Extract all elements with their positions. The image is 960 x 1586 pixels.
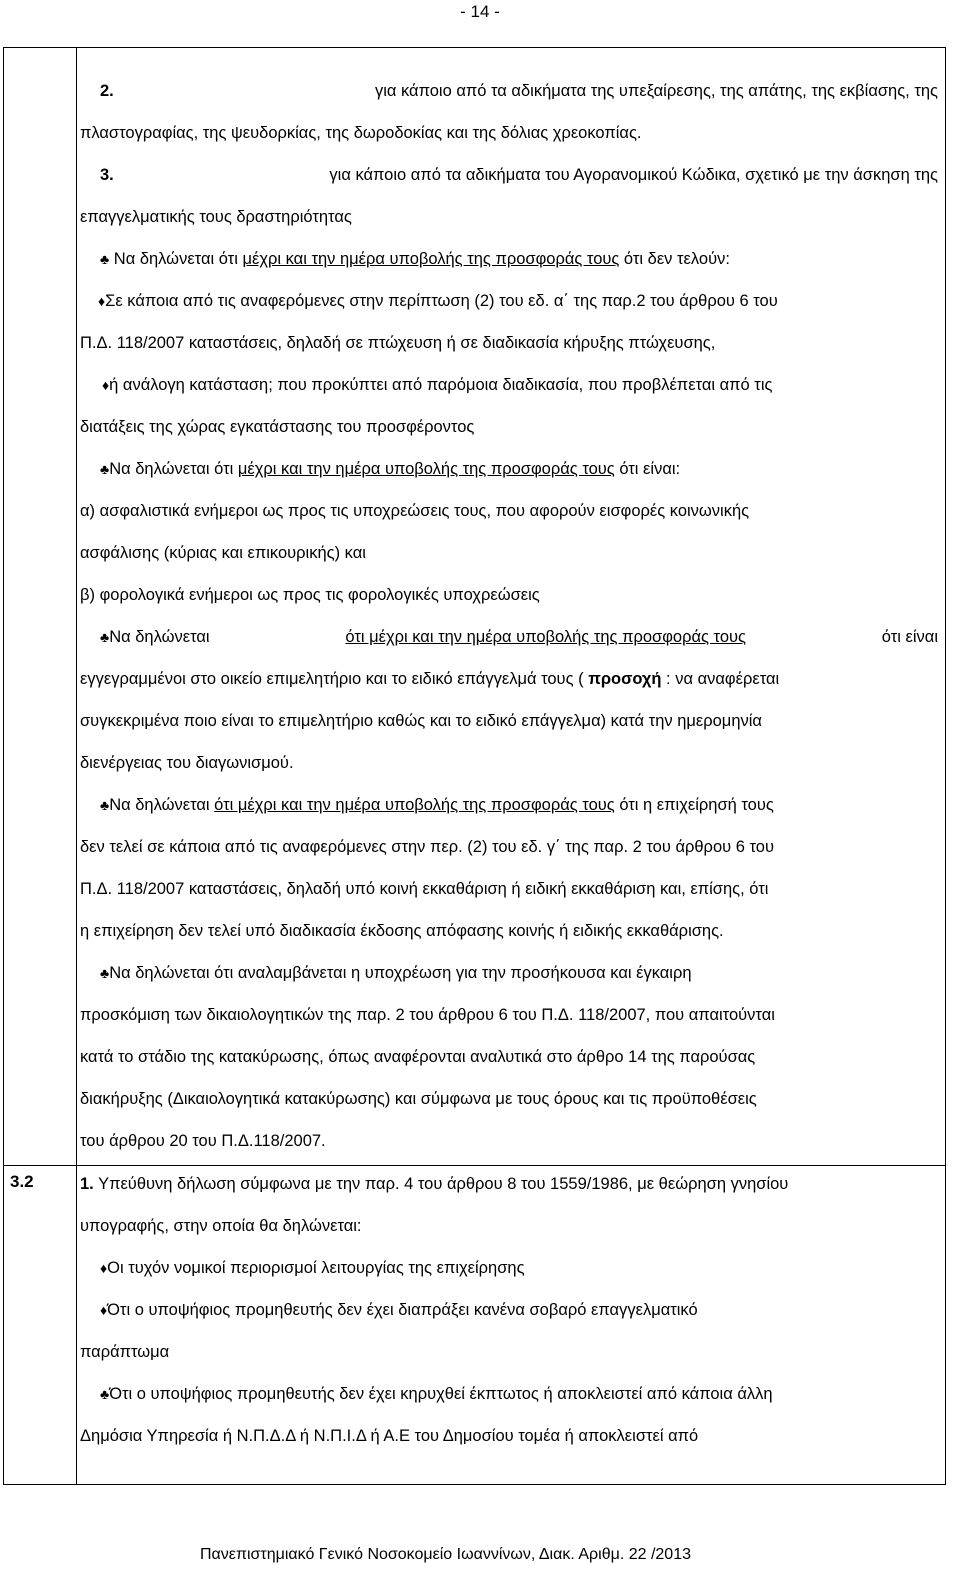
- upper-row-content: [80, 70, 938, 1162]
- s32-club-item-3-line-2: Δημόσια Υπηρεσία ή Ν.Π.Δ.Δ ή Ν.Π.Ι.Δ ή Α.Ε του Δημοσίου τομέα ή αποκλειστεί από: [80, 1427, 699, 1445]
- page-footer: Πανεπιστημιακό Γενικό Νοσοκομείο Ιωαννίνων, Διακ. Αριθμ. 22 /2013: [200, 1546, 691, 1563]
- diamond-bullet-icon: ♦: [102, 377, 110, 393]
- diamond-bullet-icon: ♦: [98, 293, 106, 309]
- diamond-item-1-line-1: ♦Σε κάποια από τις αναφερόμενες στην περίπτωση (2) του εδ. α΄ της παρ.2 του άρθρου 6 του: [98, 292, 778, 310]
- club-bullet-icon: ♣: [100, 629, 110, 645]
- s32-line-1: 1. Υπεύθυνη δήλωση σύμφωνα με την παρ. 4 του άρθρου 8 του 1559/1986, με θεώρηση γνησίου: [80, 1175, 789, 1193]
- alpha-line-1: α) ασφαλιστικά ενήμεροι ως προς τις υποχρεώσεις τους, που αφορούν εισφορές κοινωνικής: [80, 502, 750, 520]
- diamond-bullet-icon: ♦: [100, 1302, 108, 1318]
- declaration-5-line-3: κατά το στάδιο της κατακύρωσης, όπως αναφέρονται αναλυτικά στο άρθρο 14 της παρούσας: [80, 1048, 756, 1066]
- declaration-5-line-4: διακήρυξης (Δικαιολογητικά κατακύρωσης) και σύμφωνα με τους όρους και τις προϋποθέσεις: [80, 1090, 757, 1108]
- item-3-line-1: 3. για κάποιο από τα αδικήματα του Αγορανομικού Κώδικα, σχετικό με την άσκηση της: [100, 166, 938, 184]
- declaration-4-line-3: Π.Δ. 118/2007 καταστάσεις, δηλαδή υπό κοινή εκκαθάριση ή ειδική εκκαθάριση και, επίσης, ότι: [80, 880, 769, 898]
- item-2-line-1: 2. για κάποιο από τα αδικήματα της υπεξαίρεσης, της απάτης, της εκβίασης, της: [100, 82, 938, 100]
- declaration-3-line-4: διενέργειας του διαγωνισμού.: [80, 754, 294, 772]
- declaration-5-line-2: προσκόμιση των δικαιολογητικών της παρ. 2 του άρθρου 6 του Π.Δ. 118/2007, που απαιτούνται: [80, 1006, 775, 1024]
- declaration-1: ♣ Να δηλώνεται ότι μέχρι και την ημέρα υποβολής της προσφοράς τους ότι δεν τελούν:: [100, 250, 730, 268]
- section-label: 3.2: [10, 1172, 34, 1191]
- declaration-2: ♣Να δηλώνεται ότι μέχρι και την ημέρα υποβολής της προσφοράς τους ότι είναι:: [100, 460, 681, 478]
- diamond-item-1-line-2: Π.Δ. 118/2007 καταστάσεις, δηλαδή σε πτώχευση ή σε διαδικασία κήρυξης πτώχευσης,: [80, 334, 716, 352]
- s32-diamond-item-2-line-1: ♦Ότι ο υποψήφιος προμηθευτής δεν έχει διαπράξει κανένα σοβαρό επαγγελματικό: [100, 1301, 698, 1319]
- club-bullet-icon: ♣: [100, 797, 110, 813]
- diamond-item-2-line-2: διατάξεις της χώρας εγκατάστασης του προσφέροντος: [80, 418, 475, 436]
- page-number: - 14 -: [460, 2, 500, 21]
- s32-diamond-item-2-line-2: παράπτωμα: [80, 1343, 170, 1361]
- s32-line-2: υπογραφής, στην οποία θα δηλώνεται:: [80, 1217, 362, 1235]
- club-bullet-icon: ♣: [100, 965, 110, 981]
- declaration-4-line-2: δεν τελεί σε κάποια από τις αναφερόμενες στην περ. (2) του εδ. γ΄ της παρ. 2 του άρθρου 6 του: [80, 838, 774, 856]
- diamond-bullet-icon: ♦: [100, 1260, 108, 1276]
- item-3-line-2: επαγγελματικής τους δραστηριότητας: [80, 208, 352, 226]
- declaration-5-line-5: του άρθρου 20 του Π.Δ.118/2007.: [80, 1132, 326, 1150]
- declaration-3-line-2: εγγεγραμμένοι στο οικείο επιμελητήριο και το ειδικό επάγγελμά τους ( προσοχή : να αναφέρεται: [80, 670, 780, 688]
- column-divider: [76, 48, 77, 1484]
- item-2-line-2: πλαστογραφίας, της ψευδορκίας, της δωροδοκίας και της δόλιας χρεοκοπίας.: [80, 124, 642, 142]
- s32-club-item-3-line-1: ♣Ότι ο υποψήφιος προμηθευτής δεν έχει κηρυχθεί έκπτωτος ή αποκλειστεί από κάποια άλλη: [100, 1385, 773, 1403]
- s32-diamond-item-1: ♦Οι τυχόν νομικοί περιορισμοί λειτουργίας της επιχείρησης: [100, 1259, 525, 1277]
- section-3-2-content: [80, 1163, 938, 1457]
- declaration-3-line-3: συγκεκριμένα ποιο είναι το επιμελητήριο καθώς και το ειδικό επάγγελμα) κατά την ημερομηνία: [80, 712, 762, 730]
- club-bullet-icon: ♣: [100, 461, 110, 477]
- club-bullet-icon: ♣: [100, 1386, 110, 1402]
- beta-line: β) φορολογικά ενήμεροι ως προς τις φορολογικές υποχρεώσεις: [80, 586, 540, 604]
- diamond-item-2-line-1: ♦ή ανάλογη κατάσταση; που προκύπτει από παρόμοια διαδικασία, που προβλέπεται από τις: [102, 376, 773, 394]
- alpha-line-2: ασφάλισης (κύριας και επικουρικής) και: [80, 544, 366, 562]
- declaration-4-line-1: ♣Να δηλώνεται ότι μέχρι και την ημέρα υποβολής της προσφοράς τους ότι η επιχείρησή τους: [100, 796, 774, 814]
- declaration-5-line-1: ♣Να δηλώνεται ότι αναλαμβάνεται η υποχρέωση για την προσήκουσα και έγκαιρη: [100, 964, 692, 982]
- club-bullet-icon: ♣: [100, 251, 110, 267]
- declaration-4-line-4: η επιχείρηση δεν τελεί υπό διαδικασία έκδοσης απόφασης κοινής ή ειδικής εκκαθάρισης.: [80, 922, 724, 940]
- declaration-3-line-1: ♣Να δηλώνεται ότι μέχρι και την ημέρα υποβολής της προσφοράς τους ότι είναι: [100, 628, 938, 646]
